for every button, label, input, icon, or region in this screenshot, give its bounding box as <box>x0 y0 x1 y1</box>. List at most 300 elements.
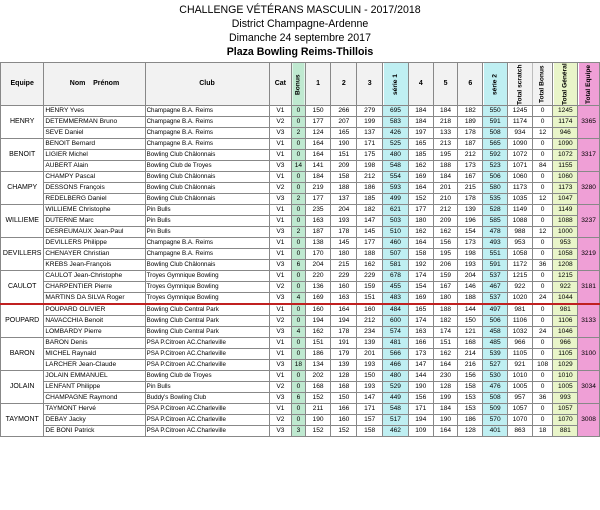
table-row <box>1 360 600 371</box>
game-2: 209 <box>331 161 357 172</box>
total-scratch: 1106 <box>508 316 533 327</box>
total-scratch: 1149 <box>508 205 533 216</box>
total-bonus: 0 <box>532 183 553 194</box>
total-scratch: 1105 <box>508 349 533 360</box>
table-header-row <box>1 63 600 106</box>
game-3: 177 <box>357 238 383 249</box>
player-cat: V1 <box>269 150 292 161</box>
total-scratch: 1172 <box>508 260 533 271</box>
serie-1: 462 <box>383 426 409 437</box>
player-cat: V1 <box>269 172 292 183</box>
game-2: 166 <box>331 404 357 415</box>
serie-1: 695 <box>383 106 409 117</box>
game-6: 153 <box>458 404 483 415</box>
game-6: 128 <box>458 426 483 437</box>
player-club: Bowling Club Central Park <box>145 304 269 316</box>
game-6: 186 <box>458 415 483 426</box>
player-name: DEBAY Jacky <box>44 415 145 426</box>
player-club: Pin Bulls <box>145 382 269 393</box>
player-cat: V1 <box>269 271 292 282</box>
col-game-3: 3 <box>357 63 383 106</box>
game-1: 162 <box>305 327 331 338</box>
player-name: CHARPENTIER Pierre <box>44 282 145 293</box>
player-cat: V1 <box>269 238 292 249</box>
player-cat: V1 <box>269 371 292 382</box>
team-name: POUPARD <box>1 304 44 338</box>
total-scratch: 1035 <box>508 194 533 205</box>
player-bonus: 0 <box>292 316 305 327</box>
game-4: 192 <box>408 260 433 271</box>
total-bonus: 0 <box>532 371 553 382</box>
total-bonus: 12 <box>532 128 553 139</box>
game-1: 124 <box>305 128 331 139</box>
game-6: 156 <box>458 371 483 382</box>
total-bonus: 18 <box>532 426 553 437</box>
serie-1: 678 <box>383 271 409 282</box>
game-5: 201 <box>433 183 458 194</box>
team-name: JOLAIN <box>1 371 44 404</box>
game-3: 171 <box>357 139 383 150</box>
game-4: 171 <box>408 404 433 415</box>
game-5: 162 <box>433 227 458 238</box>
team-total: 3034 <box>578 371 600 404</box>
table-row <box>1 371 600 382</box>
player-name: LIGIER Michel <box>44 150 145 161</box>
player-bonus: 0 <box>292 271 305 282</box>
col-game-5: 5 <box>433 63 458 106</box>
game-6: 144 <box>458 304 483 316</box>
serie-2: 580 <box>483 183 508 194</box>
serie-1: 466 <box>383 360 409 371</box>
game-5: 164 <box>433 360 458 371</box>
team-name: TAYMONT <box>1 404 44 437</box>
table-row <box>1 349 600 360</box>
total-bonus: 36 <box>532 260 553 271</box>
total-scratch: 1010 <box>508 371 533 382</box>
serie-1: 455 <box>383 282 409 293</box>
player-name: REDELBERG Daniel <box>44 194 145 205</box>
serie-1: 583 <box>383 117 409 128</box>
game-1: 219 <box>305 183 331 194</box>
player-name: LENFANT Philippe <box>44 382 145 393</box>
game-1: 138 <box>305 238 331 249</box>
total-general: 1215 <box>553 271 578 282</box>
total-bonus: 0 <box>532 216 553 227</box>
game-4: 194 <box>408 415 433 426</box>
player-club: Champagne B.A. Reims <box>145 128 269 139</box>
total-scratch: 1058 <box>508 249 533 260</box>
player-bonus: 0 <box>292 172 305 183</box>
table-row <box>1 194 600 205</box>
game-6: 139 <box>458 205 483 216</box>
game-4: 169 <box>408 293 433 305</box>
serie-1: 460 <box>383 238 409 249</box>
col-total-general: Total Général <box>553 63 578 106</box>
total-general: 1208 <box>553 260 578 271</box>
total-bonus: 12 <box>532 194 553 205</box>
total-general: 1090 <box>553 139 578 150</box>
table-row <box>1 216 600 227</box>
district-label: District Champagne-Ardenne <box>231 18 369 30</box>
total-general: 922 <box>553 282 578 293</box>
col-serie-2: série 2 <box>483 63 508 106</box>
player-name: HENRY Yves <box>44 106 145 117</box>
game-1: 194 <box>305 316 331 327</box>
serie-1: 499 <box>383 194 409 205</box>
total-scratch: 1071 <box>508 161 533 172</box>
col-game-6: 6 <box>458 63 483 106</box>
team-total: 3280 <box>578 172 600 205</box>
serie-2: 591 <box>483 117 508 128</box>
total-bonus: 0 <box>532 205 553 216</box>
player-bonus: 6 <box>292 260 305 271</box>
game-5: 174 <box>433 327 458 338</box>
player-name: DE BONI Patrick <box>44 426 145 437</box>
game-3: 185 <box>357 194 383 205</box>
total-bonus: 36 <box>532 393 553 404</box>
game-6: 198 <box>458 249 483 260</box>
game-1: 235 <box>305 205 331 216</box>
total-bonus: 0 <box>532 338 553 349</box>
total-general: 953 <box>553 238 578 249</box>
player-bonus: 0 <box>292 139 305 150</box>
game-4: 166 <box>408 338 433 349</box>
game-1: 204 <box>305 260 331 271</box>
player-bonus: 2 <box>292 227 305 238</box>
game-5: 206 <box>433 260 458 271</box>
table-row <box>1 293 600 305</box>
player-name: MARTINS DA SILVA Roger <box>44 293 145 305</box>
serie-2: 508 <box>483 393 508 404</box>
total-general: 1000 <box>553 227 578 238</box>
col-game-1: 1 <box>305 63 331 106</box>
game-6: 188 <box>458 293 483 305</box>
total-bonus: 84 <box>532 161 553 172</box>
serie-2: 565 <box>483 139 508 150</box>
player-name: CHENAYER Christian <box>44 249 145 260</box>
game-5: 190 <box>433 415 458 426</box>
player-club: Champagne B.A. Reims <box>145 106 269 117</box>
player-cat: V3 <box>269 227 292 238</box>
serie-2: 458 <box>483 327 508 338</box>
player-name: BENOIT Bernard <box>44 139 145 150</box>
table-row <box>1 172 600 183</box>
player-cat: V2 <box>269 117 292 128</box>
total-bonus: 0 <box>532 106 553 117</box>
total-general: 1155 <box>553 161 578 172</box>
game-6: 154 <box>458 227 483 238</box>
player-bonus: 2 <box>292 128 305 139</box>
serie-2: 506 <box>483 172 508 183</box>
game-5: 230 <box>433 371 458 382</box>
game-5: 199 <box>433 393 458 404</box>
total-scratch: 953 <box>508 238 533 249</box>
game-1: 163 <box>305 216 331 227</box>
game-3: 145 <box>357 227 383 238</box>
total-bonus: 0 <box>532 139 553 150</box>
game-2: 163 <box>331 293 357 305</box>
total-bonus: 0 <box>532 415 553 426</box>
total-bonus: 0 <box>532 249 553 260</box>
game-4: 165 <box>408 139 433 150</box>
player-club: Champagne B.A. Reims <box>145 249 269 260</box>
game-6: 146 <box>458 282 483 293</box>
total-scratch: 1174 <box>508 117 533 128</box>
game-2: 178 <box>331 227 357 238</box>
serie-1: 483 <box>383 293 409 305</box>
game-1: 187 <box>305 227 331 238</box>
serie-1: 507 <box>383 249 409 260</box>
player-bonus: 6 <box>292 393 305 404</box>
player-cat: V3 <box>269 426 292 437</box>
total-scratch: 1005 <box>508 382 533 393</box>
game-5: 218 <box>433 117 458 128</box>
game-1: 152 <box>305 426 331 437</box>
player-cat: V1 <box>269 349 292 360</box>
game-2: 152 <box>331 426 357 437</box>
player-club: Troyes Gymnique Bowling <box>145 282 269 293</box>
game-4: 197 <box>408 128 433 139</box>
team-total: 3100 <box>578 338 600 371</box>
game-4: 147 <box>408 360 433 371</box>
game-4: 177 <box>408 205 433 216</box>
player-club: Bowling Club de Troyes <box>145 161 269 172</box>
col-total-scratch: Total scratch <box>508 63 533 106</box>
col-game-2: 2 <box>331 63 357 106</box>
game-5: 128 <box>433 382 458 393</box>
player-name: CAULOT Jean-Christophe <box>44 271 145 282</box>
player-club: Buddy's Bowling Club <box>145 393 269 404</box>
game-1: 220 <box>305 271 331 282</box>
game-4: 165 <box>408 304 433 316</box>
player-cat: V2 <box>269 382 292 393</box>
player-name: POUPARD OLIVIER <box>44 304 145 316</box>
total-scratch: 957 <box>508 393 533 404</box>
serie-1: 449 <box>383 393 409 404</box>
game-1: 136 <box>305 282 331 293</box>
total-general: 1106 <box>553 316 578 327</box>
game-4: 169 <box>408 172 433 183</box>
total-bonus: 24 <box>532 293 553 305</box>
serie-1: 529 <box>383 382 409 393</box>
game-3: 212 <box>357 316 383 327</box>
total-scratch: 1245 <box>508 106 533 117</box>
table-row <box>1 260 600 271</box>
player-cat: V3 <box>269 161 292 172</box>
team-name: CAULOT <box>1 271 44 305</box>
game-2: 139 <box>331 360 357 371</box>
game-1: 160 <box>305 304 331 316</box>
serie-2: 550 <box>483 106 508 117</box>
team-name: HENRY <box>1 106 44 139</box>
game-2: 190 <box>331 139 357 150</box>
table-row <box>1 150 600 161</box>
table-row <box>1 393 600 404</box>
total-bonus: 0 <box>532 150 553 161</box>
serie-2: 551 <box>483 249 508 260</box>
game-4: 184 <box>408 106 433 117</box>
game-1: 177 <box>305 194 331 205</box>
total-scratch: 1090 <box>508 139 533 150</box>
game-3: 212 <box>357 172 383 183</box>
player-bonus: 2 <box>292 194 305 205</box>
game-3: 279 <box>357 106 383 117</box>
game-2: 151 <box>331 150 357 161</box>
game-3: 188 <box>357 249 383 260</box>
total-scratch: 1072 <box>508 150 533 161</box>
game-6: 121 <box>458 327 483 338</box>
player-cat: V3 <box>269 327 292 338</box>
game-1: 177 <box>305 117 331 128</box>
player-club: PSA P.Citroen AC.Charleville <box>145 349 269 360</box>
game-4: 156 <box>408 393 433 404</box>
player-club: Troyes Gymnique Bowling <box>145 271 269 282</box>
team-name: CHAMPY <box>1 172 44 205</box>
table-row <box>1 426 600 437</box>
game-4: 144 <box>408 371 433 382</box>
total-scratch: 988 <box>508 227 533 238</box>
player-bonus: 0 <box>292 349 305 360</box>
table-row <box>1 282 600 293</box>
total-scratch: 1088 <box>508 216 533 227</box>
game-3: 193 <box>357 360 383 371</box>
player-bonus: 0 <box>292 216 305 227</box>
col-bonus: Bonus <box>292 63 305 106</box>
game-3: 193 <box>357 382 383 393</box>
serie-2: 535 <box>483 194 508 205</box>
player-name: LOMBARDY Pierre <box>44 327 145 338</box>
game-2: 194 <box>331 316 357 327</box>
total-bonus: 0 <box>532 282 553 293</box>
table-row <box>1 382 600 393</box>
game-4: 162 <box>408 161 433 172</box>
game-1: 168 <box>305 382 331 393</box>
player-club: Pin Bulls <box>145 227 269 238</box>
total-general: 1072 <box>553 150 578 161</box>
game-3: 147 <box>357 393 383 404</box>
table-row <box>1 316 600 327</box>
team-name: BENOIT <box>1 139 44 172</box>
game-2: 180 <box>331 249 357 260</box>
player-name: SEVE Daniel <box>44 128 145 139</box>
col-total-bonus: Total Bonus <box>532 63 553 106</box>
total-scratch: 1070 <box>508 415 533 426</box>
game-4: 163 <box>408 327 433 338</box>
player-bonus: 0 <box>292 150 305 161</box>
player-club: PSA P.Citroen AC.Charleville <box>145 415 269 426</box>
team-total: 3365 <box>578 106 600 139</box>
game-5: 156 <box>433 238 458 249</box>
game-6: 167 <box>458 172 483 183</box>
player-name: DESSONS François <box>44 183 145 194</box>
game-3: 182 <box>357 205 383 216</box>
player-name: JOLAIN EMMANUEL <box>44 371 145 382</box>
game-4: 174 <box>408 271 433 282</box>
serie-2: 476 <box>483 382 508 393</box>
player-bonus: 4 <box>292 293 305 305</box>
player-club: Pin Bulls <box>145 216 269 227</box>
total-general: 1044 <box>553 293 578 305</box>
serie-2: 527 <box>483 360 508 371</box>
serie-1: 517 <box>383 415 409 426</box>
total-bonus: 108 <box>532 360 553 371</box>
player-cat: V1 <box>269 205 292 216</box>
game-2: 164 <box>331 304 357 316</box>
player-club: Champagne B.A. Reims <box>145 117 269 128</box>
table-row <box>1 205 600 216</box>
game-6: 215 <box>458 183 483 194</box>
results-body <box>1 106 600 437</box>
total-general: 1149 <box>553 205 578 216</box>
player-cat: V1 <box>269 338 292 349</box>
player-cat: V3 <box>269 393 292 404</box>
player-bonus: 0 <box>292 338 305 349</box>
game-6: 153 <box>458 393 483 404</box>
game-5: 162 <box>433 349 458 360</box>
game-2: 204 <box>331 205 357 216</box>
player-name: DUTERNE Marc <box>44 216 145 227</box>
total-general: 881 <box>553 426 578 437</box>
game-4: 173 <box>408 349 433 360</box>
serie-1: 510 <box>383 227 409 238</box>
serie-1: 548 <box>383 404 409 415</box>
total-general: 1057 <box>553 404 578 415</box>
table-row <box>1 327 600 338</box>
game-2: 165 <box>331 128 357 139</box>
game-4: 164 <box>408 238 433 249</box>
game-6: 178 <box>458 128 483 139</box>
player-club: Bowling Club Châlonnais <box>145 194 269 205</box>
game-6: 204 <box>458 271 483 282</box>
game-2: 150 <box>331 393 357 404</box>
game-2: 160 <box>331 282 357 293</box>
player-club: Troyes Gymnique Bowling <box>145 293 269 305</box>
game-2: 188 <box>331 183 357 194</box>
player-bonus: 0 <box>292 304 305 316</box>
serie-2: 592 <box>483 150 508 161</box>
game-5: 209 <box>433 216 458 227</box>
game-1: 164 <box>305 150 331 161</box>
serie-1: 554 <box>383 172 409 183</box>
game-4: 154 <box>408 282 433 293</box>
total-general: 1010 <box>553 371 578 382</box>
serie-1: 480 <box>383 371 409 382</box>
serie-2: 506 <box>483 316 508 327</box>
col-serie-1: série 1 <box>383 63 409 106</box>
game-6: 182 <box>458 106 483 117</box>
results-table <box>0 62 600 437</box>
game-5: 210 <box>433 194 458 205</box>
total-scratch: 1020 <box>508 293 533 305</box>
serie-2: 537 <box>483 293 508 305</box>
serie-2: 509 <box>483 404 508 415</box>
player-club: PSA P.Citroen AC.Charleville <box>145 360 269 371</box>
total-bonus: 0 <box>532 304 553 316</box>
serie-2: 508 <box>483 128 508 139</box>
game-5: 212 <box>433 205 458 216</box>
game-2: 193 <box>331 216 357 227</box>
player-bonus: 0 <box>292 205 305 216</box>
game-4: 174 <box>408 316 433 327</box>
game-2: 128 <box>331 371 357 382</box>
serie-1: 581 <box>383 260 409 271</box>
total-bonus: 0 <box>532 117 553 128</box>
col-game-4: 4 <box>408 63 433 106</box>
total-general: 946 <box>553 128 578 139</box>
game-5: 184 <box>433 172 458 183</box>
total-scratch: 863 <box>508 426 533 437</box>
total-bonus: 0 <box>532 238 553 249</box>
